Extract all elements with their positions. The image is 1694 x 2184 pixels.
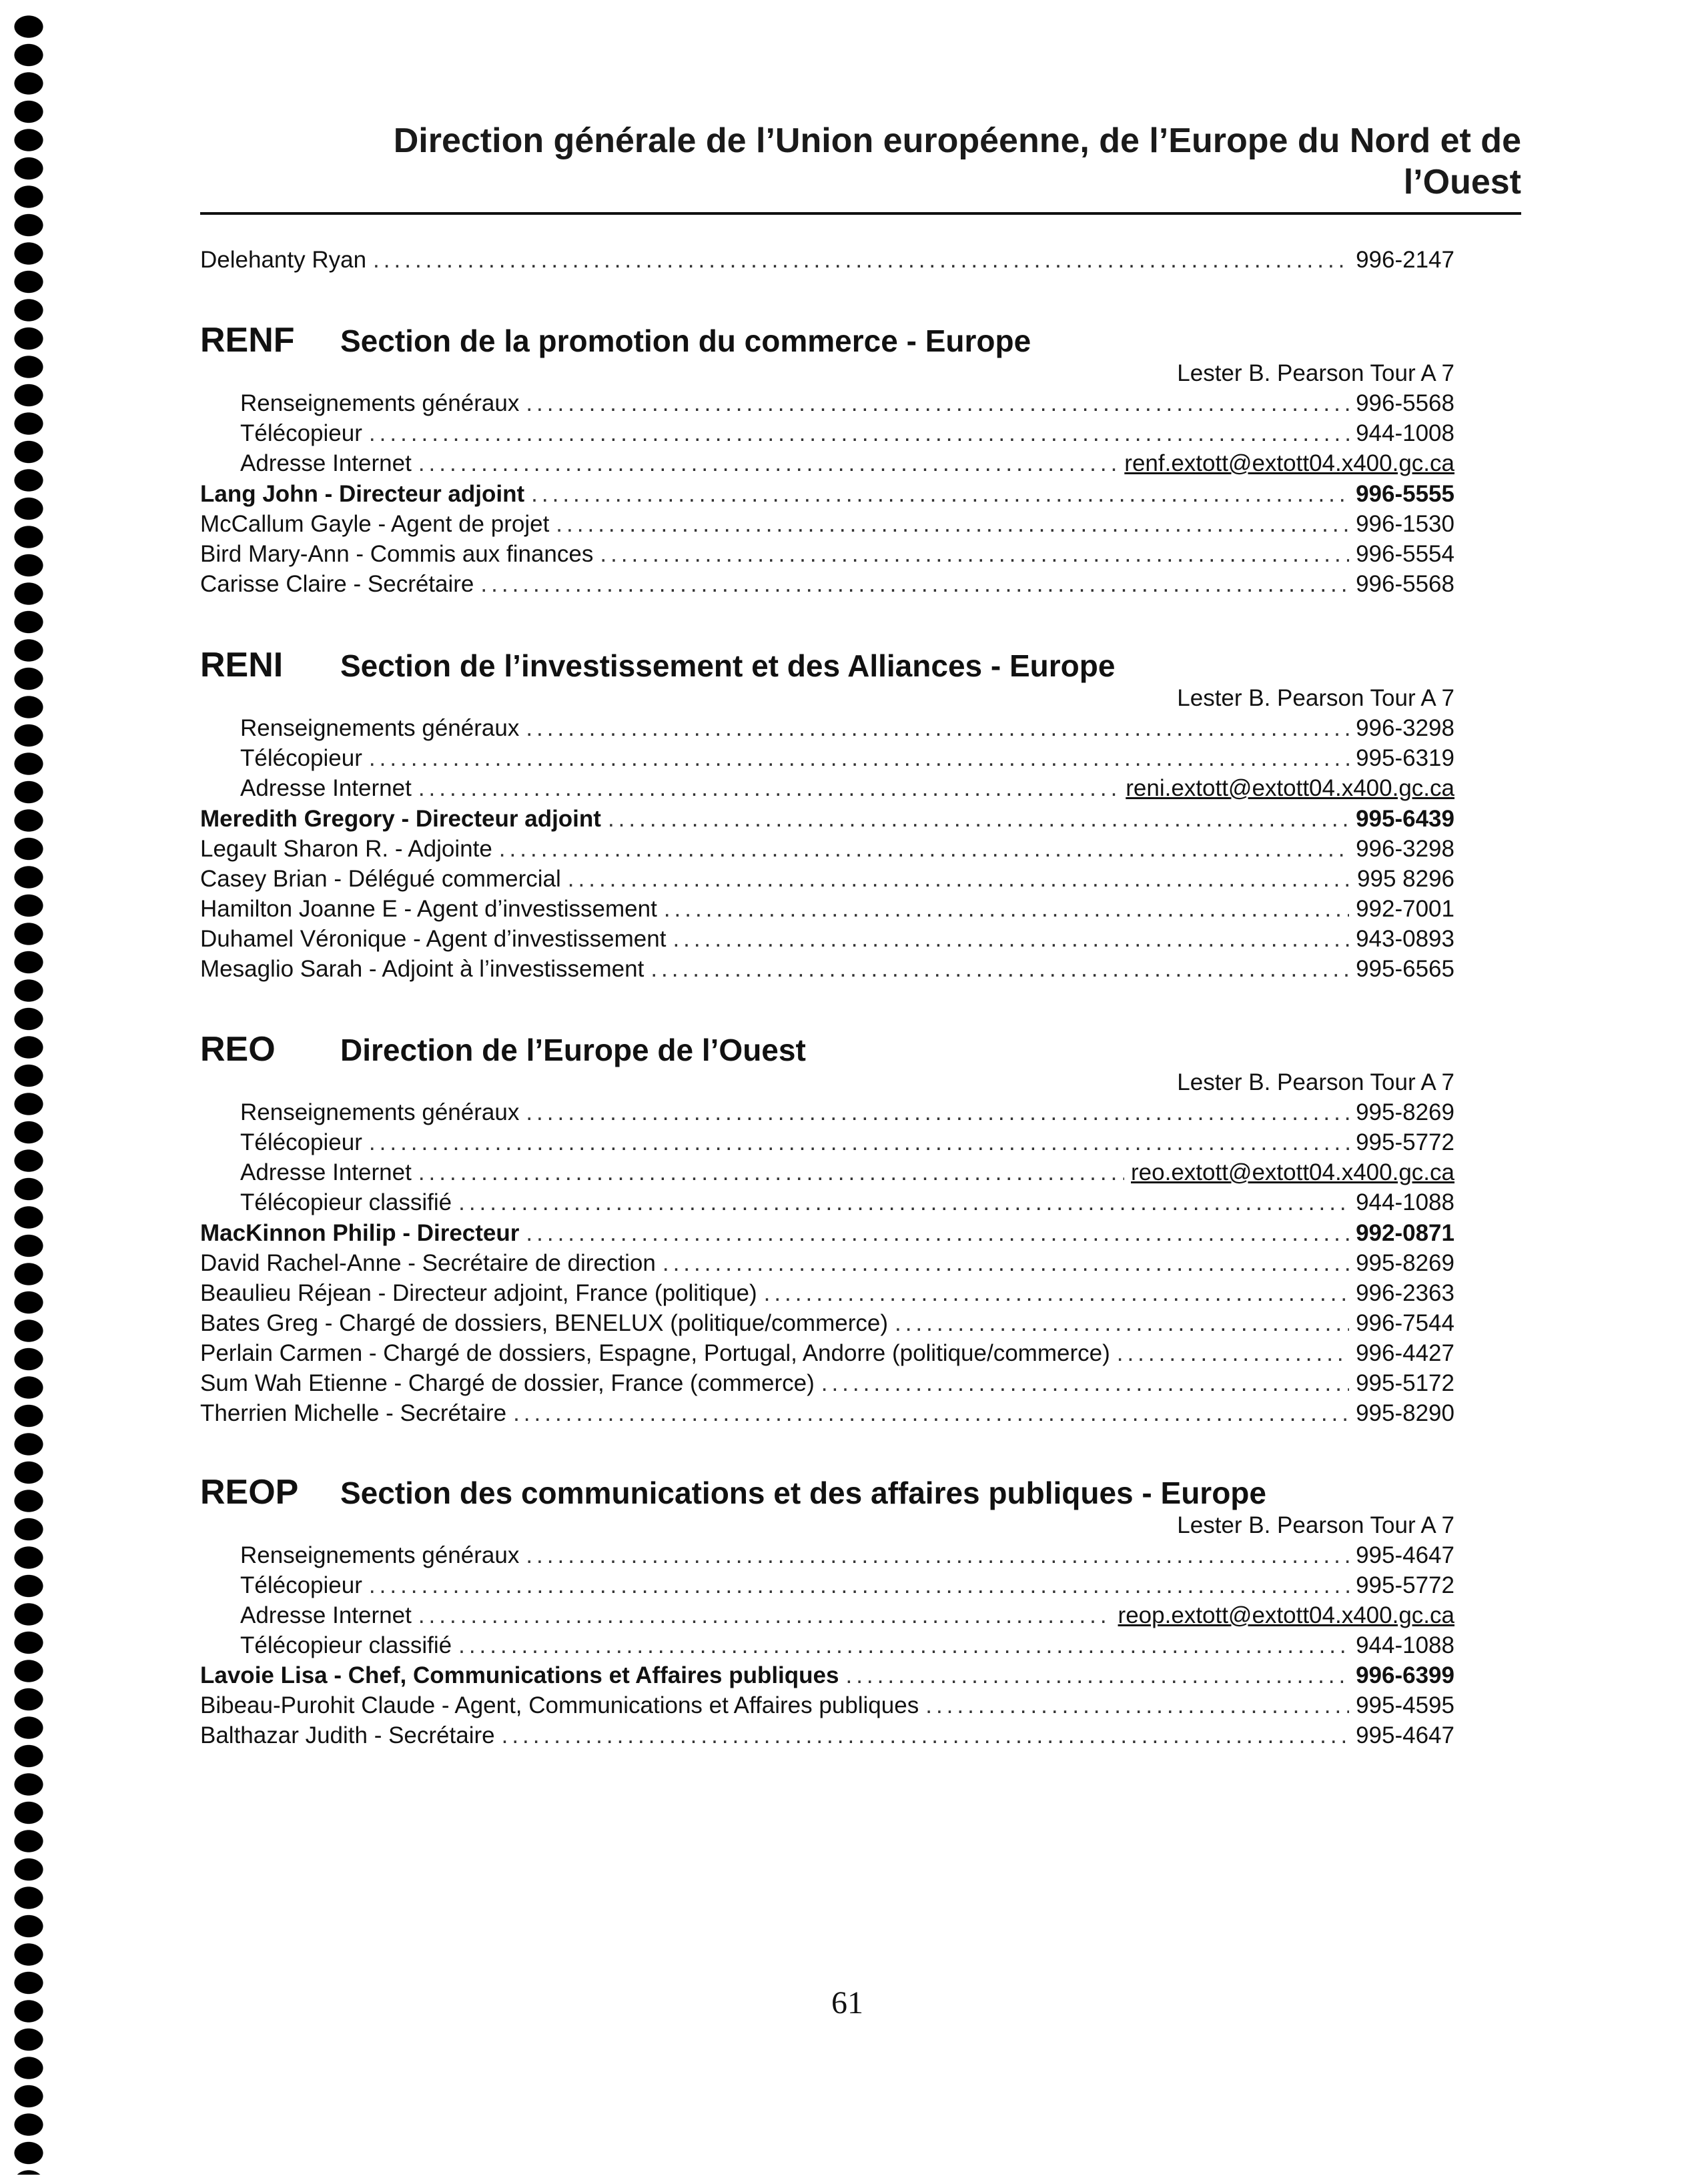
person-row [200,1660,1454,1691]
person-phone: 992-0871 [1356,1220,1454,1246]
dot-leader [526,388,1349,419]
info-row [200,713,1454,744]
person-name: Hamilton Joanne E - Agent d’investissement [200,896,657,922]
person-row [200,509,1454,540]
person-row [200,924,1454,955]
info-label: Télécopieur [240,1129,362,1155]
info-value: 995-8269 [1356,1099,1454,1125]
person-name: Perlain Carmen - Chargé de dossiers, Espagne, Portugal, Andorre (politique/commerce) [200,1340,1110,1366]
dot-leader [480,569,1349,600]
person-phone: 992-7001 [1356,896,1454,922]
person-row [200,864,1454,895]
person-row [200,954,1454,985]
person-name: David Rachel-Anne - Secrétaire de direction [200,1250,656,1276]
dot-leader [608,804,1349,835]
info-value: 996-5568 [1356,390,1454,416]
person-name: Casey Brian - Délégué commercial [200,866,561,892]
person-name: Bird Mary-Ann - Commis aux finances [200,541,594,567]
dot-leader [845,1660,1349,1691]
person-row [200,1338,1454,1369]
person-row [200,1278,1454,1309]
info-label: Renseignements généraux [240,390,520,416]
info-row [200,1540,1454,1571]
section-location: Lester B. Pearson Tour A 7 [1177,1069,1454,1095]
section-location: Lester B. Pearson Tour A 7 [1177,685,1454,711]
title-divider [200,212,1521,215]
entry-phone: 996-2147 [1356,247,1454,273]
person-name: Duhamel Véronique - Agent d’investissement [200,926,667,952]
dot-leader [531,479,1349,510]
dot-leader [556,509,1349,540]
person-phone: 995-8290 [1356,1400,1454,1426]
person-name: Bibeau-Purohit Claude - Agent, Communications et Affaires publiques [200,1692,919,1718]
dot-leader [418,773,1119,804]
person-phone: 996-5555 [1356,481,1454,507]
info-row [200,1187,1454,1218]
info-row [200,1630,1454,1661]
spiral-binding [12,13,45,2175]
info-value: 995-5772 [1356,1572,1454,1598]
directory-entry-delehanty [200,245,1454,276]
section-title: Section de la promotion du commerce - Europe [340,324,1031,358]
dot-leader [526,1540,1349,1571]
section-code: REO [200,1030,276,1069]
dot-leader [373,245,1349,276]
person-name: Sum Wah Etienne - Chargé de dossier, France (commerce) [200,1370,815,1396]
dot-leader [663,1248,1349,1279]
person-phone: 996-5554 [1356,541,1454,567]
dot-leader [369,1127,1349,1158]
info-label: Renseignements généraux [240,715,520,741]
dot-leader [369,1570,1349,1601]
info-row [200,418,1454,449]
info-value: 995-5772 [1356,1129,1454,1155]
person-name: Lang John - Directeur adjoint [200,481,525,507]
person-row [200,539,1454,570]
section-location: Lester B. Pearson Tour A 7 [1177,1512,1454,1538]
info-row [200,743,1454,774]
person-row [200,569,1454,600]
person-name: Mesaglio Sarah - Adjoint à l’investissement [200,956,645,982]
section-code: REOP [200,1473,299,1512]
info-label: Télécopieur classifié [240,1632,452,1658]
email-link[interactable]: reop.extott@extott04.x400.gc.ca [1118,1602,1454,1628]
person-phone: 996-5568 [1356,571,1454,597]
dot-leader [418,1157,1124,1188]
person-row [200,1248,1454,1279]
info-row [200,1097,1454,1128]
person-phone: 996-3298 [1356,836,1454,862]
section-heading-reop [200,1471,1468,1514]
dot-leader [673,924,1349,955]
email-link[interactable]: renf.extott@extott04.x400.gc.ca [1124,450,1454,476]
section-title: Direction de l’Europe de l’Ouest [340,1033,806,1067]
info-label: Adresse Internet [240,1602,412,1628]
person-phone: 943-0893 [1356,926,1454,952]
info-row [200,1600,1454,1631]
dot-leader [600,539,1349,570]
person-phone: 996-7544 [1356,1310,1454,1336]
info-label: Télécopieur [240,1572,362,1598]
dot-leader [418,1600,1112,1631]
person-name: Carisse Claire - Secrétaire [200,571,474,597]
info-label: Télécopieur [240,420,362,446]
email-link[interactable]: reni.extott@extott04.x400.gc.ca [1126,775,1454,801]
section-code: RENF [200,321,295,360]
info-label: Adresse Internet [240,775,412,801]
person-phone: 996-6399 [1356,1662,1454,1688]
person-phone: 995-4647 [1356,1722,1454,1748]
dot-leader [458,1187,1349,1218]
dot-leader [526,713,1349,744]
person-row [200,1720,1454,1751]
dot-leader [764,1278,1349,1309]
section-heading-reo [200,1028,1468,1071]
person-phone: 996-4427 [1356,1340,1454,1366]
person-name: Beaulieu Réjean - Directeur adjoint, France (politique) [200,1280,757,1306]
dot-leader [651,954,1349,985]
info-value: 996-3298 [1356,715,1454,741]
dot-leader [821,1368,1349,1399]
person-name: MacKinnon Philip - Directeur [200,1220,520,1246]
dot-leader [568,864,1350,895]
person-name: Balthazar Judith - Secrétaire [200,1722,495,1748]
person-name: Meredith Gregory - Directeur adjoint [200,806,601,832]
section-title: Section de l’investissement et des Alliances - Europe [340,648,1116,683]
person-name: McCallum Gayle - Agent de projet [200,511,550,537]
person-phone: 995-6565 [1356,956,1454,982]
info-label: Télécopieur [240,745,362,771]
section-code: RENI [200,646,284,684]
person-row [200,804,1454,835]
dot-leader [513,1398,1349,1429]
dot-leader [369,743,1349,774]
person-phone: 995 8296 [1357,866,1454,892]
section-title: Section des communications et des affaires publiques - Europe [340,1476,1266,1510]
section-location: Lester B. Pearson Tour A 7 [1177,360,1454,386]
dot-leader [1117,1338,1349,1369]
dot-leader [418,448,1118,479]
person-row [200,1398,1454,1429]
page-title [200,120,1521,203]
person-phone: 995-6439 [1356,806,1454,832]
person-phone: 996-2363 [1356,1280,1454,1306]
section-heading-renf [200,319,1468,362]
dot-leader [526,1218,1349,1249]
person-row [200,1368,1454,1399]
person-row [200,1690,1454,1721]
person-phone: 995-4595 [1356,1692,1454,1718]
person-phone: 996-1530 [1356,511,1454,537]
dot-leader [526,1097,1349,1128]
info-row [200,773,1454,804]
info-value: 944-1088 [1356,1189,1454,1215]
info-label: Adresse Internet [240,450,412,476]
person-name: Legault Sharon R. - Adjointe [200,836,492,862]
dot-leader [458,1630,1349,1661]
info-label: Télécopieur classifié [240,1189,452,1215]
info-value: 944-1088 [1356,1632,1454,1658]
info-value: 995-6319 [1356,745,1454,771]
info-value: 944-1008 [1356,420,1454,446]
email-link[interactable]: reo.extott@extott04.x400.gc.ca [1131,1159,1454,1185]
person-phone: 995-8269 [1356,1250,1454,1276]
info-label: Renseignements généraux [240,1099,520,1125]
dot-leader [502,1720,1349,1751]
section-heading-reni [200,644,1468,686]
person-row [200,834,1454,865]
info-row [200,1127,1454,1158]
person-name: Therrien Michelle - Secrétaire [200,1400,507,1426]
info-row [200,448,1454,479]
dot-leader [925,1690,1349,1721]
page-title-line-1: Direction générale de l’Union européenne, de l’Europe du Nord et de [393,121,1521,160]
dot-leader [499,834,1349,865]
info-row [200,388,1454,419]
person-row [200,479,1454,510]
info-row [200,1570,1454,1601]
person-name: Lavoie Lisa - Chef, Communications et Affaires publiques [200,1662,839,1688]
info-label: Renseignements généraux [240,1542,520,1568]
info-value: 995-4647 [1356,1542,1454,1568]
dot-leader [664,894,1349,925]
person-phone: 995-5172 [1356,1370,1454,1396]
info-label: Adresse Internet [240,1159,412,1185]
dot-leader [895,1308,1349,1339]
dot-leader [369,418,1349,449]
page-number: 61 [831,1985,863,2021]
person-row [200,1218,1454,1249]
entry-name: Delehanty Ryan [200,247,367,273]
person-row [200,1308,1454,1339]
page-title-line-2: l’Ouest [1403,163,1521,201]
person-name: Bates Greg - Chargé de dossiers, BENELUX (politique/commerce) [200,1310,888,1336]
info-row [200,1157,1454,1188]
person-row [200,894,1454,925]
